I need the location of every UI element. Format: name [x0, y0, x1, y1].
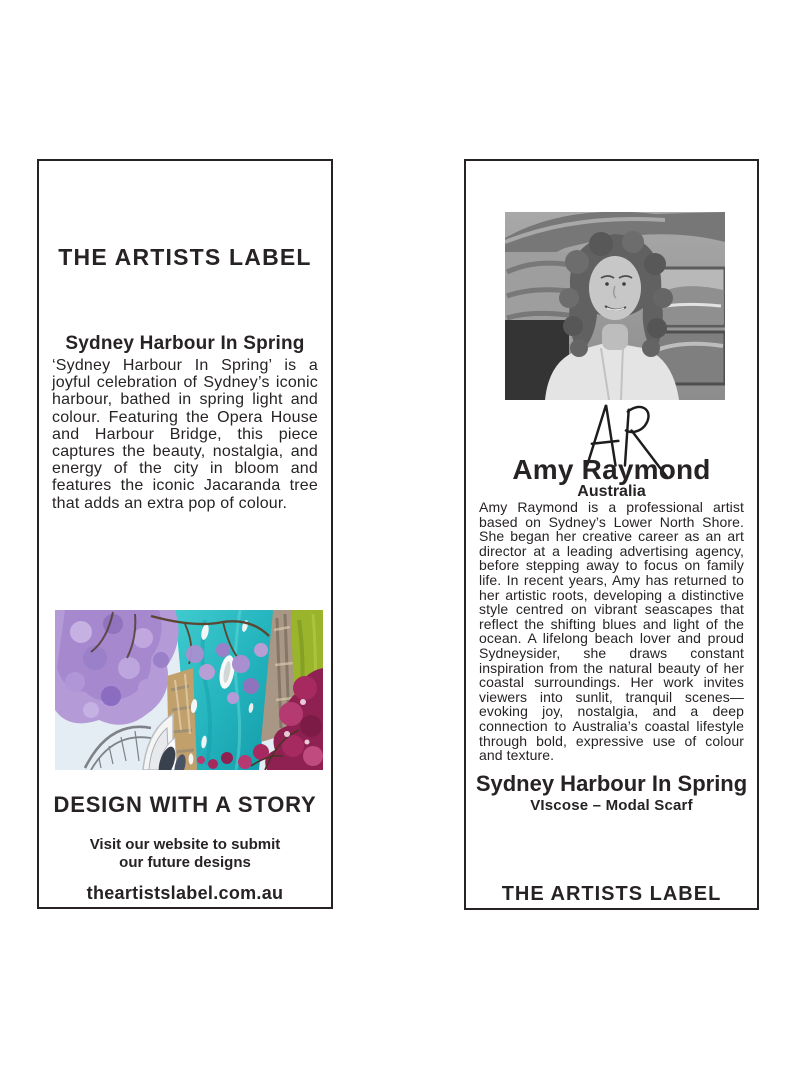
brand-title: THE ARTISTS LABEL	[58, 244, 312, 270]
tagline: DESIGN WITH A STORY	[53, 792, 317, 817]
artist-bio: Amy Raymond is a professional artist based on Sydney’s Lower North Shore. She began her creative career as an art director at a leading advertising agency, before stepping away to focus on family life. In recent years, Amy has returned to her artistic roots, developing a distinctive style centred on vibrant seascapes that reflect the shifting blues and light of the ocean. A lifelong beach lover and proud Sydneysider, she draws constant inspiration from the natural beauty of her coastal surroundings. Her work invites viewers into sunlit, tranquil scenes—evoking joy, nostalgia, and a deep connection to Australia’s coastal lifestyle through bold, expressive use of colour and texture.	[479, 499, 744, 764]
artist-face	[589, 256, 641, 320]
artwork-image	[55, 610, 323, 770]
artwork-description: ‘Sydney Harbour In Spring’ is a joyful celebration of Sydney’s iconic harbour, bathed in spring light and colour. Featuring the Opera House and Harbour Bridge, this piece captures the beauty, nostalgia, and energy of the city in bloom and features the iconic Jacaranda tree that adds an extra pop of colour.	[52, 357, 318, 512]
cta-line-2: our future designs	[119, 854, 251, 871]
product-material: VIscose – Modal Scarf	[530, 797, 693, 814]
website-url: theartistslabel.com.au	[86, 883, 284, 903]
cta-line-1: Visit our website to submit	[89, 836, 281, 853]
cta-text	[39, 836, 331, 872]
brand-footer: THE ARTISTS LABEL	[501, 883, 722, 905]
artwork-title: Sydney Harbour In Spring	[65, 333, 305, 354]
artist-country: Australia	[577, 483, 646, 500]
product-title: Sydney Harbour In Spring	[475, 771, 748, 796]
artist-photo	[505, 212, 725, 400]
artist-name: Amy Raymond	[512, 454, 711, 485]
front-label-panel	[37, 159, 333, 909]
artist-info-panel	[464, 159, 759, 910]
